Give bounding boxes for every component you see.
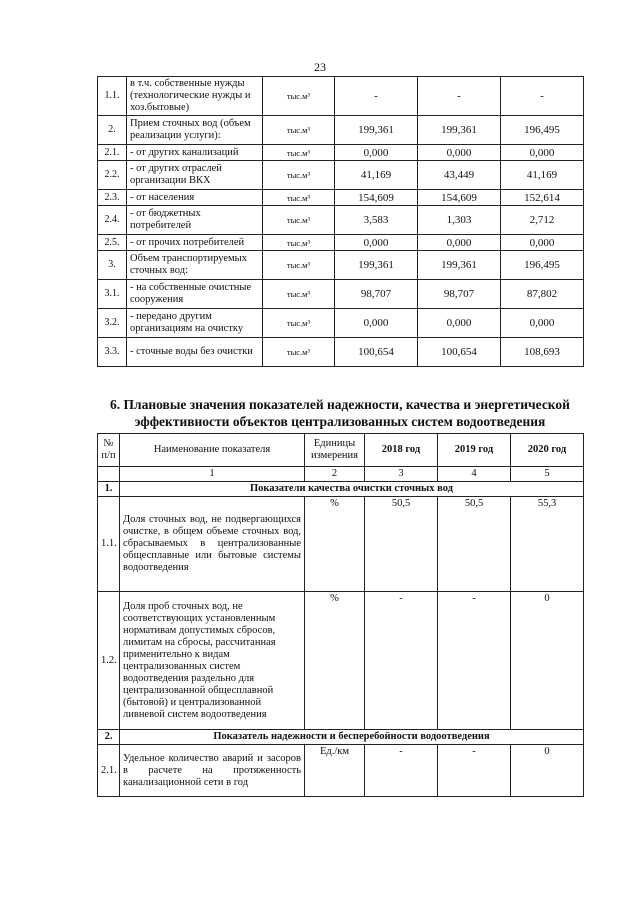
row-name: - от других канализаций xyxy=(127,145,263,161)
value-2019: - xyxy=(418,77,501,116)
row-unit: тыс.м³ xyxy=(263,161,335,190)
table-row xyxy=(98,116,584,145)
indicator-unit: % xyxy=(305,497,365,592)
row-unit: тыс.м³ xyxy=(263,251,335,280)
value-2018: 0,000 xyxy=(335,235,418,251)
indicator-name: Доля проб сточных вод, не соответствующих установленным нормативам допустимых сбросов, лимитам на сбросы, рассчитанная применительно к видам централизованных систем водоотведения раздельно для централизованной общесплавной (бытовой) и централизованной ливневой систем водоотведения xyxy=(120,592,305,730)
value-2019: 0,000 xyxy=(418,235,501,251)
table-row xyxy=(98,235,584,251)
value-2020: 41,169 xyxy=(501,161,584,190)
indicators-table xyxy=(97,433,584,797)
section-2-num: 2. xyxy=(98,730,120,745)
value-2018: - xyxy=(335,77,418,116)
row-unit: тыс.м³ xyxy=(263,77,335,116)
value-2018: 41,169 xyxy=(335,161,418,190)
col-number-4: 4 xyxy=(438,467,511,482)
row-name: Объем транспортируемых сточных вод: xyxy=(127,251,263,280)
row-num: 3.3. xyxy=(98,338,127,367)
value-2020: - xyxy=(501,77,584,116)
row-unit: тыс.м³ xyxy=(263,190,335,206)
value-2019: 0,000 xyxy=(418,309,501,338)
row-name: Прием сточных вод (объем реализации услуги): xyxy=(127,116,263,145)
row-num: 2. xyxy=(98,116,127,145)
column-number-row xyxy=(98,467,584,482)
row-name: - от других отраслей организации ВКХ xyxy=(127,161,263,190)
row-unit: тыс.м³ xyxy=(263,206,335,235)
indicator-name: Доля сточных вод, не подвергающихся очистке, в общем объеме сточных вод, сбрасываемых в централизованные общесплавные или бытовые системы водоотведения xyxy=(120,497,305,592)
value-2019: 100,654 xyxy=(418,338,501,367)
value-2018: 100,654 xyxy=(335,338,418,367)
header-2018: 2018 год xyxy=(365,434,438,467)
row-unit: тыс.м³ xyxy=(263,309,335,338)
row-num: 2.5. xyxy=(98,235,127,251)
value-2019: 1,303 xyxy=(418,206,501,235)
value-2018: - xyxy=(365,745,438,797)
value-2019: 199,361 xyxy=(418,251,501,280)
section-2-title: Показатель надежности и бесперебойности водоотведения xyxy=(120,730,584,745)
col-number-1: 1 xyxy=(120,467,305,482)
value-2020: 108,693 xyxy=(501,338,584,367)
row-name: - от бюджетных потребителей xyxy=(127,206,263,235)
value-2020: 0,000 xyxy=(501,235,584,251)
row-num: 3. xyxy=(98,251,127,280)
value-2020: 0 xyxy=(511,592,584,730)
value-2020: 87,802 xyxy=(501,280,584,309)
value-2020: 0,000 xyxy=(501,309,584,338)
table-row xyxy=(98,161,584,190)
table-row xyxy=(98,190,584,206)
row-unit: тыс.м³ xyxy=(263,338,335,367)
section-1-num: 1. xyxy=(98,482,120,497)
table-row-2-1 xyxy=(98,745,584,797)
header-num: № п/п xyxy=(98,434,120,467)
value-2018: 199,361 xyxy=(335,116,418,145)
row-name: - от прочих потребителей xyxy=(127,235,263,251)
row-name: - на собственные очистные сооружения xyxy=(127,280,263,309)
value-2020: 0 xyxy=(511,745,584,797)
table-row xyxy=(98,206,584,235)
table-row-1-2 xyxy=(98,592,584,730)
row-num: 1.1. xyxy=(98,497,120,592)
row-unit: тыс.м³ xyxy=(263,145,335,161)
value-2018: 98,707 xyxy=(335,280,418,309)
value-2018: 154,609 xyxy=(335,190,418,206)
row-unit: тыс.м³ xyxy=(263,116,335,145)
indicator-unit: Ед./км xyxy=(305,745,365,797)
row-name: - передано другим организациям на очистку xyxy=(127,309,263,338)
value-2018: 3,583 xyxy=(335,206,418,235)
value-2019: - xyxy=(438,592,511,730)
value-2019: 199,361 xyxy=(418,116,501,145)
row-num: 3.1. xyxy=(98,280,127,309)
value-2018: - xyxy=(365,592,438,730)
col-number-3: 3 xyxy=(365,467,438,482)
indicator-name: Удельное количество аварий и засоров в расчете на протяженность канализационной сети в год xyxy=(120,745,305,797)
row-name: - от населения xyxy=(127,190,263,206)
table-row xyxy=(98,338,584,367)
row-num: 2.1. xyxy=(98,145,127,161)
col-number-blank xyxy=(98,467,120,482)
row-num: 2.1. xyxy=(98,745,120,797)
value-2020: 2,712 xyxy=(501,206,584,235)
col-number-5: 5 xyxy=(511,467,584,482)
value-2019: 0,000 xyxy=(418,145,501,161)
value-2020: 152,614 xyxy=(501,190,584,206)
row-num: 3.2. xyxy=(98,309,127,338)
value-2018: 0,000 xyxy=(335,309,418,338)
value-2020: 196,495 xyxy=(501,251,584,280)
table-header-row xyxy=(98,434,584,467)
wastewater-volume-table xyxy=(97,76,584,367)
value-2020: 55,3 xyxy=(511,497,584,592)
value-2018: 50,5 xyxy=(365,497,438,592)
row-name: - сточные воды без очистки xyxy=(127,338,263,367)
header-name: Наименование показателя xyxy=(120,434,305,467)
section-6-heading: 6. Плановые значения показателей надежности, качества и энергетической эффективности объектов централизованных систем водоотведения xyxy=(110,397,570,429)
page-number: 23 xyxy=(314,60,326,74)
row-unit: тыс.м³ xyxy=(263,280,335,309)
row-unit: тыс.м³ xyxy=(263,235,335,251)
row-name: в т.ч. собственные нужды (технологические нужды и хоз.бытовые) xyxy=(127,77,263,116)
table-row xyxy=(98,145,584,161)
table-row xyxy=(98,77,584,116)
row-num: 1.1. xyxy=(98,77,127,116)
header-unit: Единицы измерения xyxy=(305,434,365,467)
value-2019: 154,609 xyxy=(418,190,501,206)
value-2020: 0,000 xyxy=(501,145,584,161)
table-row xyxy=(98,251,584,280)
value-2019: 43,449 xyxy=(418,161,501,190)
section-row-1 xyxy=(98,482,584,497)
row-num: 2.2. xyxy=(98,161,127,190)
table-row xyxy=(98,309,584,338)
value-2019: 50,5 xyxy=(438,497,511,592)
header-2019: 2019 год xyxy=(438,434,511,467)
value-2019: - xyxy=(438,745,511,797)
section-row-2 xyxy=(98,730,584,745)
value-2018: 0,000 xyxy=(335,145,418,161)
table-row xyxy=(98,280,584,309)
header-2020: 2020 год xyxy=(511,434,584,467)
row-num: 1.2. xyxy=(98,592,120,730)
value-2018: 199,361 xyxy=(335,251,418,280)
indicator-unit: % xyxy=(305,592,365,730)
value-2020: 196,495 xyxy=(501,116,584,145)
col-number-2: 2 xyxy=(305,467,365,482)
row-num: 2.3. xyxy=(98,190,127,206)
value-2019: 98,707 xyxy=(418,280,501,309)
section-1-title: Показатели качества очистки сточных вод xyxy=(120,482,584,497)
table-row-1-1 xyxy=(98,497,584,592)
row-num: 2.4. xyxy=(98,206,127,235)
